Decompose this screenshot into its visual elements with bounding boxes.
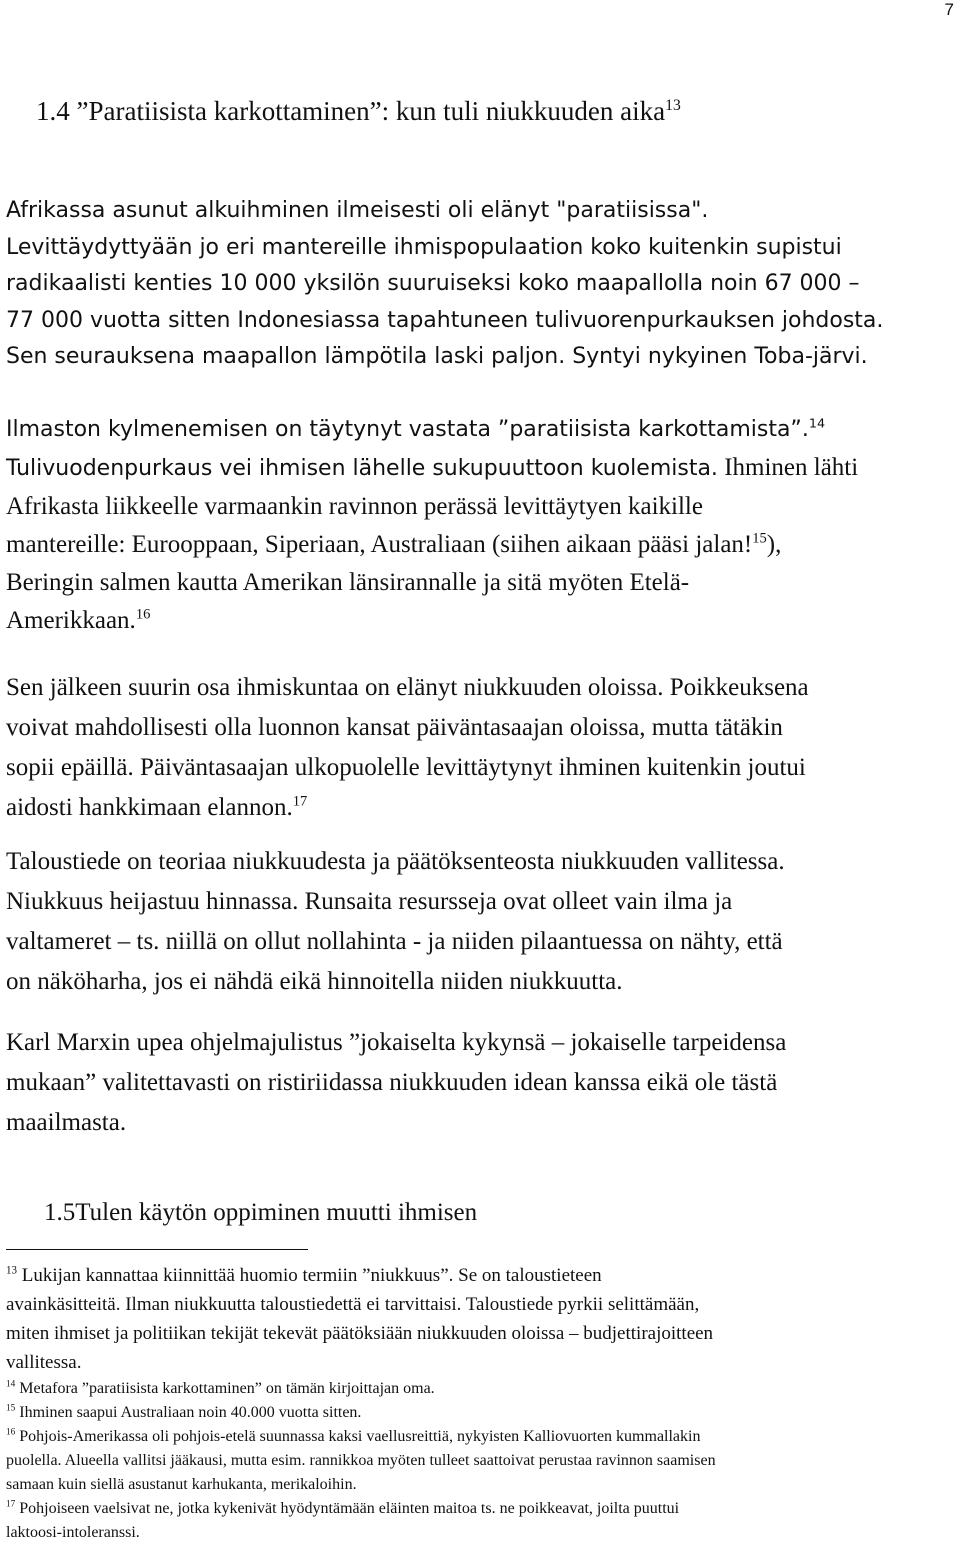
text-line: laktoosi-intoleranssi.: [6, 1524, 140, 1541]
text-line: 77 000 vuotta sitten Indonesiassa tapahtuneen tulivuorenpurkauksen johdosta.: [6, 307, 884, 333]
section-heading: [36, 96, 681, 127]
footnote-17: [6, 1497, 946, 1545]
subsection-heading: 1.5Tulen käytön oppiminen muutti ihmisen: [44, 1199, 478, 1226]
footnote-ref: 14: [808, 416, 826, 432]
text-line: Levittäydyttyään jo eri mantereille ihmispopulaation koko kuitenkin supistui: [6, 234, 842, 260]
text-line: [6, 411, 938, 449]
footnote-ref: 16: [135, 606, 151, 623]
footnote-15: [6, 1401, 946, 1425]
text-line: puolella. Alueella vallitsi jääkausi, mutta esim. rannikkoa myöten tulleet saattoivat perustaa ravinnon saamisen: [6, 1452, 716, 1469]
text-line: Taloustiede on teoriaa niukkuudesta ja päätöksenteosta niukkuuden vallitessa.: [6, 848, 785, 875]
text-segment: mantereille: Eurooppaan, Siperiaan, Australiaan (siihen aikaan pääsi jalan!: [6, 531, 753, 558]
text-line: maailmasta.: [6, 1109, 127, 1136]
text-segment: Amerikkaan.: [6, 607, 136, 634]
text-line: avainkäsitteitä. Ilman niukkuutta taloustiedettä ei tarvittaisi. Taloustiede pyrkii selittämään,: [6, 1294, 700, 1315]
text-segment: aidosti hankkimaan elannon.: [6, 794, 293, 821]
text-segment: Metafora ”paratiisista karkottaminen” on tämän kirjoittajan oma.: [19, 1380, 435, 1397]
text-line: radikaalisti kenties 10 000 yksilön suuruiseksi koko maapallolla noin 67 000 –: [6, 271, 860, 296]
text-line: voivat mahdollisesti olla luonnon kansat päiväntasaajan oloissa, mutta tätäkin: [6, 714, 783, 741]
text-segment: ),: [766, 531, 782, 558]
text-line: [6, 1425, 946, 1449]
text-line: [6, 1261, 946, 1290]
text-line: Afrikasta liikkeelle varmaankin ravinnon perässä levittäytyen kaikille: [6, 493, 703, 520]
text-line: [6, 1377, 946, 1401]
paragraph-4: [6, 842, 938, 1002]
page-number: 7: [944, 0, 954, 19]
text-line: Afrikassa asunut alkuihminen ilmeisesti oli elänyt "paratiisissa".: [6, 198, 709, 223]
footnote-divider: [6, 1249, 308, 1250]
section-heading-text: 1.4 ”Paratiisista karkottaminen”: kun tuli niukkuuden aika: [36, 96, 666, 126]
text-segment: Ilmaston kylmenemisen on täytynyt vastata ”paratiisista karkottamista”.: [6, 417, 809, 442]
text-segment: Pohjoiseen vaelsivat ne, jotka kykenivät hyödyntämään eläinten maitoa ts. ne poikkeavat, joilta puuttui: [19, 1500, 680, 1517]
text-line: [6, 788, 938, 828]
text-segment: Ihminen saapui Australiaan noin 40.000 vuotta sitten.: [19, 1404, 362, 1421]
text-line: [6, 1401, 946, 1425]
paragraph-1: [6, 193, 938, 376]
text-line: Beringin salmen kautta Amerikan länsirannalle ja sitä myöten Etelä-: [6, 569, 690, 596]
text-line: vallitessa.: [6, 1352, 82, 1373]
text-line: Sen jälkeen suurin osa ihmiskuntaa on elänyt niukkuuden oloissa. Poikkeuksena: [6, 674, 809, 701]
text-line: on näköharha, jos ei nähdä eikä hinnoitella niiden niukkuutta.: [6, 968, 623, 995]
text-line: Karl Marxin upea ohjelmajulistus ”jokaiselta kykynsä – jokaiselle tarpeidensa: [6, 1029, 787, 1056]
footnote-ref: 13: [665, 97, 681, 114]
footnote-13: [6, 1261, 946, 1377]
text-segment: Pohjois-Amerikassa oli pohjois-etelä suunnassa kaksi vaellusreittiä, nykyisten Kalliovuorten kummallakin: [19, 1428, 701, 1445]
text-line: mukaan” valitettavasti on ristiriidassa niukkuuden idean kanssa eikä ole tästä: [6, 1069, 778, 1096]
text-line: [6, 602, 938, 640]
text-line: Niukkuus heijastuu hinnassa. Runsaita resursseja ovat olleet vain ilma ja: [6, 888, 733, 915]
text-line: [6, 449, 938, 488]
text-segment: Ihminen lähti: [717, 454, 859, 481]
footnote-number: 16: [6, 1427, 16, 1438]
text-line: [6, 1497, 946, 1521]
footnote-16: [6, 1425, 946, 1497]
footnote-14: [6, 1377, 946, 1401]
footnote-ref: 15: [752, 530, 767, 547]
text-line: Sen seurauksena maapallon lämpötila laski paljon. Syntyi nykyinen Toba-järvi.: [6, 344, 868, 369]
footnote-number: 15: [6, 1403, 16, 1414]
text-line: [6, 526, 938, 564]
text-line: valtameret – ts. niillä on ollut nollahinta - ja niiden pilaantuessa on nähty, että: [6, 928, 783, 955]
footnotes: [6, 1261, 946, 1545]
paragraph-3: [6, 668, 938, 828]
text-line: samaan kuin siellä asustanut karhukanta, merikaloihin.: [6, 1476, 357, 1493]
text-line: sopii epäillä. Päiväntasaajan ulkopuolelle levittäytynyt ihminen kuitenkin joutui: [6, 754, 806, 781]
text-segment: Tulivuodenpurkaus vei ihmisen lähelle sukupuuttoon kuolemista.: [6, 456, 718, 481]
footnote-number: 14: [6, 1379, 16, 1390]
paragraph-5: [6, 1023, 938, 1143]
footnote-number: 13: [6, 1264, 18, 1277]
footnote-ref: 17: [292, 793, 308, 810]
paragraph-2: [6, 411, 938, 640]
text-line: miten ihmiset ja politiikan tekijät tekevät päätöksiään niukkuuden oloissa – budjettirajoitteen: [6, 1323, 714, 1344]
text-segment: Lukijan kannattaa kiinnittää huomio termiin ”niukkuus”. Se on taloustieteen: [21, 1265, 602, 1286]
footnote-number: 17: [6, 1499, 16, 1510]
